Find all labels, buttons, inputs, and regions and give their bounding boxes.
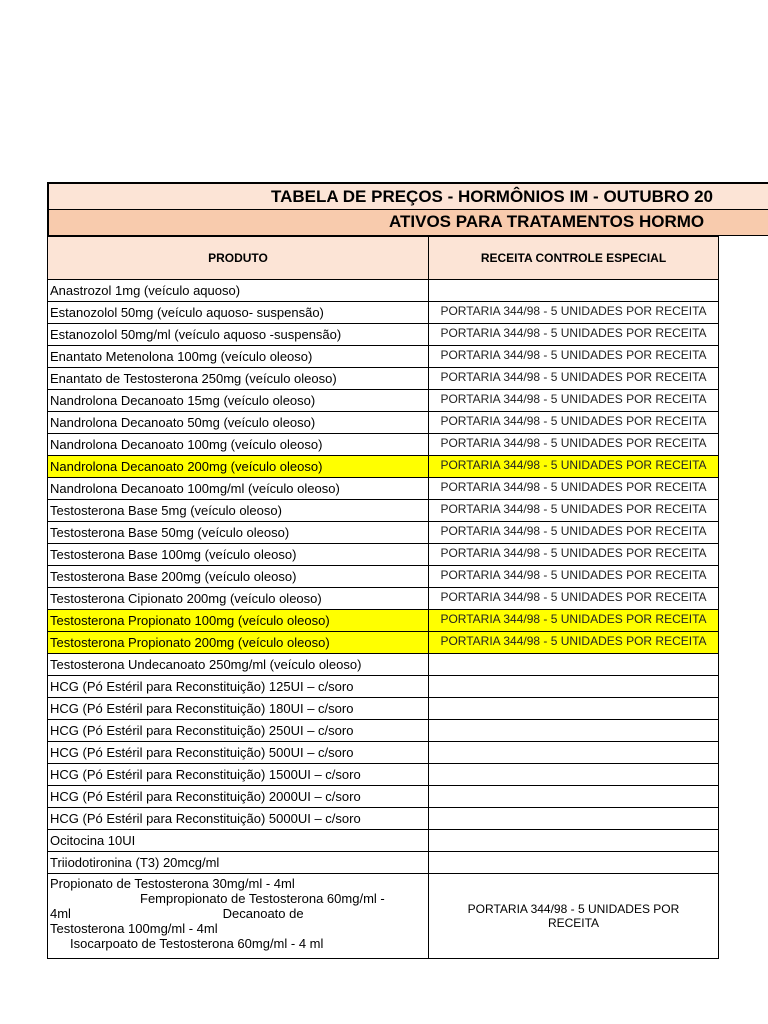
receita-cell — [429, 830, 719, 852]
receita-cell — [429, 786, 719, 808]
table-row — [48, 654, 719, 676]
product-cell: Testosterona Undecanoato 250mg/ml (veículo oleoso) — [48, 654, 429, 676]
product-cell: Testosterona Propionato 200mg (veículo oleoso) — [48, 632, 429, 654]
table-row — [48, 456, 719, 478]
receita-cell — [429, 456, 719, 478]
table-row — [48, 566, 719, 588]
receita-cell — [429, 808, 719, 830]
product-cell: HCG (Pó Estéril para Reconstituição) 180UI – c/soro — [48, 698, 429, 720]
table-row — [48, 478, 719, 500]
receita-text: PORTARIA 344/98 - 5 UNIDADES POR RECEITA — [440, 414, 707, 428]
receita-cell — [429, 368, 719, 390]
table-row — [48, 390, 719, 412]
products-table — [47, 236, 719, 959]
receita-text: PORTARIA 344/98 - 5 UNIDADES POR RECEITA — [440, 480, 707, 494]
table-row-combo — [48, 874, 719, 959]
receita-text: PORTARIA 344/98 - 5 UNIDADES POR RECEITA — [440, 326, 707, 340]
product-cell: Triiodotironina (T3) 20mcg/ml — [48, 852, 429, 874]
receita-cell — [429, 346, 719, 368]
sheet-title-text: TABELA DE PREÇOS - HORMÔNIOS IM - OUTUBRO 20 — [271, 187, 714, 206]
receita-cell — [429, 544, 719, 566]
receita-cell — [429, 302, 719, 324]
product-cell: Testosterona Base 50mg (veículo oleoso) — [48, 522, 429, 544]
product-cell: Enantato de Testosterona 250mg (veículo oleoso) — [48, 368, 429, 390]
product-cell: Nandrolona Decanoato 100mg/ml (veículo oleoso) — [48, 478, 429, 500]
table-row — [48, 632, 719, 654]
product-cell: Nandrolona Decanoato 50mg (veículo oleoso) — [48, 412, 429, 434]
table-body — [48, 280, 719, 874]
product-cell: Testosterona Propionato 100mg (veículo oleoso) — [48, 610, 429, 632]
product-cell: HCG (Pó Estéril para Reconstituição) 5000UI – c/soro — [48, 808, 429, 830]
receita-text: PORTARIA 344/98 - 5 UNIDADES POR RECEITA — [440, 348, 707, 362]
combo-line-1: Propionato de Testosterona 30mg/ml - 4ml — [50, 876, 295, 891]
receita-text: PORTARIA 344/98 - 5 UNIDADES POR RECEITA — [440, 568, 707, 582]
combo-product-cell — [48, 874, 429, 959]
receita-cell — [429, 588, 719, 610]
combo-line-4: Testosterona 100mg/ml - 4ml — [50, 921, 218, 936]
receita-cell — [429, 676, 719, 698]
product-cell: HCG (Pó Estéril para Reconstituição) 250UI – c/soro — [48, 720, 429, 742]
product-cell: Anastrozol 1mg (veículo aquoso) — [48, 280, 429, 302]
table-row — [48, 698, 719, 720]
receita-cell — [429, 852, 719, 874]
price-sheet — [47, 182, 768, 959]
table-row — [48, 324, 719, 346]
receita-text: PORTARIA 344/98 - 5 UNIDADES POR RECEITA — [440, 524, 707, 538]
combo-receita-cell: PORTARIA 344/98 - 5 UNIDADES POR RECEITA — [429, 874, 719, 959]
receita-text: PORTARIA 344/98 - 5 UNIDADES POR RECEITA — [440, 436, 707, 450]
receita-cell — [429, 720, 719, 742]
table-row — [48, 280, 719, 302]
table-row — [48, 852, 719, 874]
table-row — [48, 434, 719, 456]
receita-text: PORTARIA 344/98 - 5 UNIDADES POR RECEITA — [440, 590, 707, 604]
table-row — [48, 808, 719, 830]
receita-cell — [429, 632, 719, 654]
receita-cell — [429, 742, 719, 764]
sheet-subtitle-text: ATIVOS PARA TRATAMENTOS HORMO — [389, 212, 705, 231]
receita-cell — [429, 390, 719, 412]
table-row — [48, 500, 719, 522]
product-cell: HCG (Pó Estéril para Reconstituição) 500UI – c/soro — [48, 742, 429, 764]
table-row — [48, 302, 719, 324]
receita-text: PORTARIA 344/98 - 5 UNIDADES POR RECEITA — [440, 370, 707, 384]
receita-text: PORTARIA 344/98 - 5 UNIDADES POR RECEITA — [440, 546, 707, 560]
receita-text: PORTARIA 344/98 - 5 UNIDADES POR RECEITA — [440, 612, 707, 626]
receita-cell — [429, 280, 719, 302]
table-row — [48, 522, 719, 544]
product-cell: Nandrolona Decanoato 100mg (veículo oleoso) — [48, 434, 429, 456]
product-cell: Testosterona Cipionato 200mg (veículo oleoso) — [48, 588, 429, 610]
table-row — [48, 720, 719, 742]
product-cell: HCG (Pó Estéril para Reconstituição) 1500UI – c/soro — [48, 764, 429, 786]
receita-text: PORTARIA 344/98 - 5 UNIDADES POR RECEITA — [440, 502, 707, 516]
product-cell: HCG (Pó Estéril para Reconstituição) 125UI – c/soro — [48, 676, 429, 698]
receita-cell — [429, 566, 719, 588]
product-cell: Nandrolona Decanoato 200mg (veículo oleoso) — [48, 456, 429, 478]
product-cell: Testosterona Base 100mg (veículo oleoso) — [48, 544, 429, 566]
column-header-produto: PRODUTO — [48, 237, 429, 280]
product-cell: Testosterona Base 200mg (veículo oleoso) — [48, 566, 429, 588]
receita-cell — [429, 522, 719, 544]
sheet-subtitle — [47, 210, 768, 236]
product-cell: Nandrolona Decanoato 15mg (veículo oleoso) — [48, 390, 429, 412]
receita-cell — [429, 698, 719, 720]
table-row — [48, 412, 719, 434]
receita-cell — [429, 610, 719, 632]
receita-text: PORTARIA 344/98 - 5 UNIDADES POR RECEITA — [440, 304, 707, 318]
table-row — [48, 346, 719, 368]
table-row — [48, 786, 719, 808]
table-row — [48, 830, 719, 852]
sheet-title — [47, 182, 768, 210]
receita-cell — [429, 500, 719, 522]
combo-line-5: Isocarpoato de Testosterona 60mg/ml - 4 ml — [70, 936, 324, 951]
product-cell: Testosterona Base 5mg (veículo oleoso) — [48, 500, 429, 522]
table-header-row — [48, 237, 719, 280]
receita-cell — [429, 654, 719, 676]
table-row — [48, 588, 719, 610]
combo-line-3: 4ml Decanoato de — [50, 906, 304, 921]
product-cell: Enantato Metenolona 100mg (veículo oleoso) — [48, 346, 429, 368]
combo-line-2: Fempropionato de Testosterona 60mg/ml - — [140, 891, 385, 906]
table-row — [48, 610, 719, 632]
product-cell: Ocitocina 10UI — [48, 830, 429, 852]
product-cell: HCG (Pó Estéril para Reconstituição) 2000UI – c/soro — [48, 786, 429, 808]
table-row — [48, 742, 719, 764]
table-row — [48, 764, 719, 786]
receita-cell — [429, 434, 719, 456]
table-row — [48, 544, 719, 566]
receita-text: PORTARIA 344/98 - 5 UNIDADES POR RECEITA — [440, 458, 707, 472]
product-cell: Estanozolol 50mg/ml (veículo aquoso -suspensão) — [48, 324, 429, 346]
receita-text: PORTARIA 344/98 - 5 UNIDADES POR RECEITA — [440, 392, 707, 406]
product-cell: Estanozolol 50mg (veículo aquoso- suspensão) — [48, 302, 429, 324]
receita-cell — [429, 324, 719, 346]
table-row — [48, 368, 719, 390]
table-row — [48, 676, 719, 698]
receita-text: PORTARIA 344/98 - 5 UNIDADES POR RECEITA — [440, 634, 707, 648]
receita-cell — [429, 764, 719, 786]
column-header-receita: RECEITA CONTROLE ESPECIAL — [429, 237, 719, 280]
receita-cell — [429, 412, 719, 434]
receita-cell — [429, 478, 719, 500]
